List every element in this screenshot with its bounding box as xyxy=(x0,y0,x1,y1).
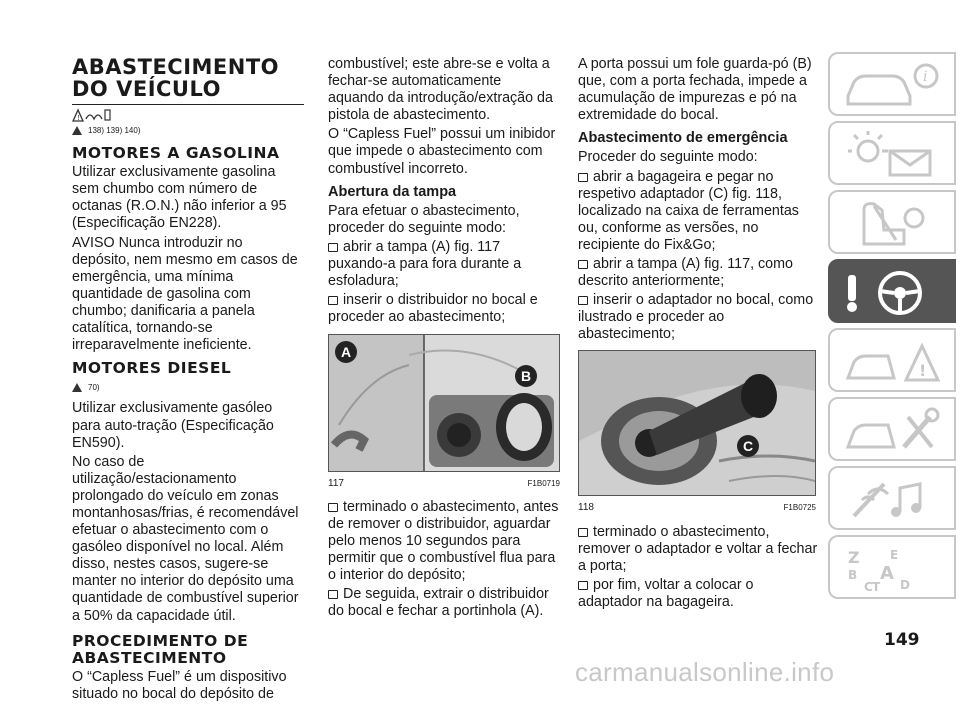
warning-triangle-icon xyxy=(844,338,944,386)
figure-118-caption xyxy=(578,499,816,516)
chapter-tabs xyxy=(828,52,956,604)
diesel-ref-number: 70) xyxy=(88,383,100,393)
page-number: 149 xyxy=(884,630,920,650)
warning-ref-line xyxy=(72,122,304,139)
bullet-icon xyxy=(578,172,589,182)
adapter-illustration xyxy=(579,351,815,495)
fuel-door-illustration xyxy=(329,335,559,471)
column-3 xyxy=(578,56,818,613)
list-item-text: terminado o abastecimento, antes de remover o distribuidor, aguardar pelo menos 10 segundos para permitir que o combustível flua para o interior do depósito; xyxy=(328,498,559,583)
list-item xyxy=(578,577,818,611)
bullet-icon xyxy=(328,589,339,599)
index-letter: T xyxy=(872,580,881,593)
list-item-text: inserir o distribuidor no bocal e proceder ao abastecimento; xyxy=(328,292,538,326)
svg-text:!: ! xyxy=(919,361,927,380)
diesel-warning xyxy=(72,379,304,396)
heading-emergency: Abastecimento de emergência xyxy=(578,130,788,147)
text-diesel-1: Utilizar exclusivamente gasóleo para auto-tração (Especificação EN590). xyxy=(72,400,274,451)
text-proceed: Proceder do seguinte modo: xyxy=(578,149,758,166)
heading-procedure-line1: PROCEDIMENTO DE xyxy=(72,631,249,650)
tab-maintenance[interactable] xyxy=(828,397,956,461)
refueling-warning-icon xyxy=(72,108,114,122)
tab-emergency[interactable] xyxy=(828,328,956,392)
warning-ref-numbers: 138) 139) 140) xyxy=(88,126,141,135)
section-title-line1: ABASTECIMENTO xyxy=(72,55,280,79)
label-c: C xyxy=(737,435,759,457)
index-letter: C xyxy=(864,580,873,593)
list-item-text: inserir o adaptador no bocal, como ilustrado e proceder ao abastecimento; xyxy=(578,292,814,343)
heading-procedure-line2: ABASTECIMENTO xyxy=(72,648,227,667)
figure-117 xyxy=(328,334,560,472)
warning-triangle-icon xyxy=(72,126,82,135)
tab-car-info[interactable] xyxy=(828,52,956,116)
watermark: carmanualsonline.info xyxy=(575,657,835,687)
title-rule xyxy=(72,104,304,105)
multimedia-icon xyxy=(844,476,944,524)
text-diesel-2: No caso de utilização/estacionamento prolongado do veículo em zonas montanhosas/frias, é recomendável efetuar o abastecimento com o gasóleo disponível no local. Além disso, nestes casos, sugere-se manter no interior do depósito uma quantidade de combustível superior a 50% da capacidade útil. xyxy=(72,453,299,624)
heading-gasoline: MOTORES A GASOLINA xyxy=(72,144,280,163)
steering-wheel-key-icon xyxy=(844,269,944,317)
list-item xyxy=(328,499,560,584)
figure-118 xyxy=(578,350,816,496)
list-item-text: De seguida, extrair o distribuidor do bocal e fechar a portinhola (A). xyxy=(328,585,549,620)
list-item-text: abrir a tampa (A) fig. 117, como descrito anteriormente; xyxy=(578,256,793,290)
text-door: A porta possui um fole guarda-pó (B) que, com a porta fechada, impede a acumulação de impurezas e pó na extremidade do bocal. xyxy=(578,56,812,124)
tab-multimedia[interactable] xyxy=(828,466,956,530)
index-letter: Z xyxy=(848,548,860,567)
text-continuation: combustível; este abre-se e volta a fechar-se automaticamente aquando da introdução/extração da pistola de abastecimento. xyxy=(328,56,553,124)
list-item-text: abrir a tampa (A) fig. 117 puxando-a para fora durante a esfoladura; xyxy=(328,238,522,290)
text-gasoline: Utilizar exclusivamente gasolina sem chumbo com número de octanas (R.O.N.) não inferior a 95 (Especificação EN228). xyxy=(72,164,287,232)
text-inhibitor: O “Capless Fuel” possui um inibidor que impede o abastecimento com combustível incorreto. xyxy=(328,126,556,177)
index-letter: E xyxy=(890,548,899,562)
label-a: A xyxy=(335,341,357,363)
list-item-text: terminado o abastecimento, remover o adaptador e voltar a fechar a porta; xyxy=(578,523,818,574)
figure-number: 118 xyxy=(578,501,594,513)
list-item xyxy=(328,292,560,326)
index-letter: A xyxy=(880,563,894,584)
figure-number: 117 xyxy=(328,478,344,490)
index-letter: B xyxy=(848,568,858,582)
bullet-icon xyxy=(578,580,589,590)
heading-opening: Abertura da tampa xyxy=(328,183,457,200)
figure-117-caption xyxy=(328,475,560,492)
maintenance-tools-icon xyxy=(844,407,944,455)
text-procedure: O “Capless Fuel” é um dispositivo situado no bocal do depósito de xyxy=(72,668,287,702)
list-item xyxy=(578,524,818,575)
safety-seat-icon xyxy=(844,200,944,248)
dashboard-lights-icon xyxy=(844,131,944,179)
bullet-icon xyxy=(578,527,589,537)
warning-triangle-icon xyxy=(72,383,82,392)
svg-text:i: i xyxy=(923,69,928,85)
svg-text:!: ! xyxy=(77,114,80,122)
figure-code: F1B0725 xyxy=(783,502,816,512)
figure-code: F1B0719 xyxy=(527,479,560,489)
list-item xyxy=(578,169,818,254)
column-2 xyxy=(328,56,560,622)
tab-safety[interactable] xyxy=(828,190,956,254)
list-item xyxy=(578,292,818,343)
tab-dashboard-lights[interactable] xyxy=(828,121,956,185)
section-title-line2: DO VEÍCULO xyxy=(72,77,221,101)
bullet-icon xyxy=(328,502,339,512)
label-b: B xyxy=(515,365,537,387)
bullet-icon xyxy=(328,242,339,252)
warning-refs xyxy=(72,108,304,122)
heading-diesel: MOTORES DIESEL xyxy=(72,359,232,378)
index-letters-icon xyxy=(844,545,944,593)
bullet-icon xyxy=(328,295,339,305)
bullet-icon xyxy=(578,295,589,305)
index-letter: D xyxy=(900,578,910,592)
list-item xyxy=(328,239,560,290)
text-to-refuel: Para efetuar o abastecimento, proceder do seguinte modo: xyxy=(328,202,520,236)
list-item-text: por fim, voltar a colocar o adaptador na bagageira. xyxy=(578,576,754,610)
list-item-text: abrir a bagageira e pegar no respetivo adaptador (C) fig. 118, localizado na caixa de ferramentas ou, conforme as versões, no recipiente do Fix&Go; xyxy=(578,168,799,253)
list-item xyxy=(328,586,560,620)
tab-index[interactable] xyxy=(828,535,956,599)
text-aviso: AVISO Nunca introduzir no depósito, nem mesmo em casos de emergência, uma mínima quantidade de gasolina com chumbo; danificaria a panela catalítica, tornando-se irreparavelmente ineficiente. xyxy=(72,234,298,354)
tab-starting-driving[interactable] xyxy=(828,259,956,323)
list-item xyxy=(578,256,818,290)
bullet-icon xyxy=(578,259,589,269)
column-1 xyxy=(72,56,304,705)
car-info-icon xyxy=(844,62,944,110)
